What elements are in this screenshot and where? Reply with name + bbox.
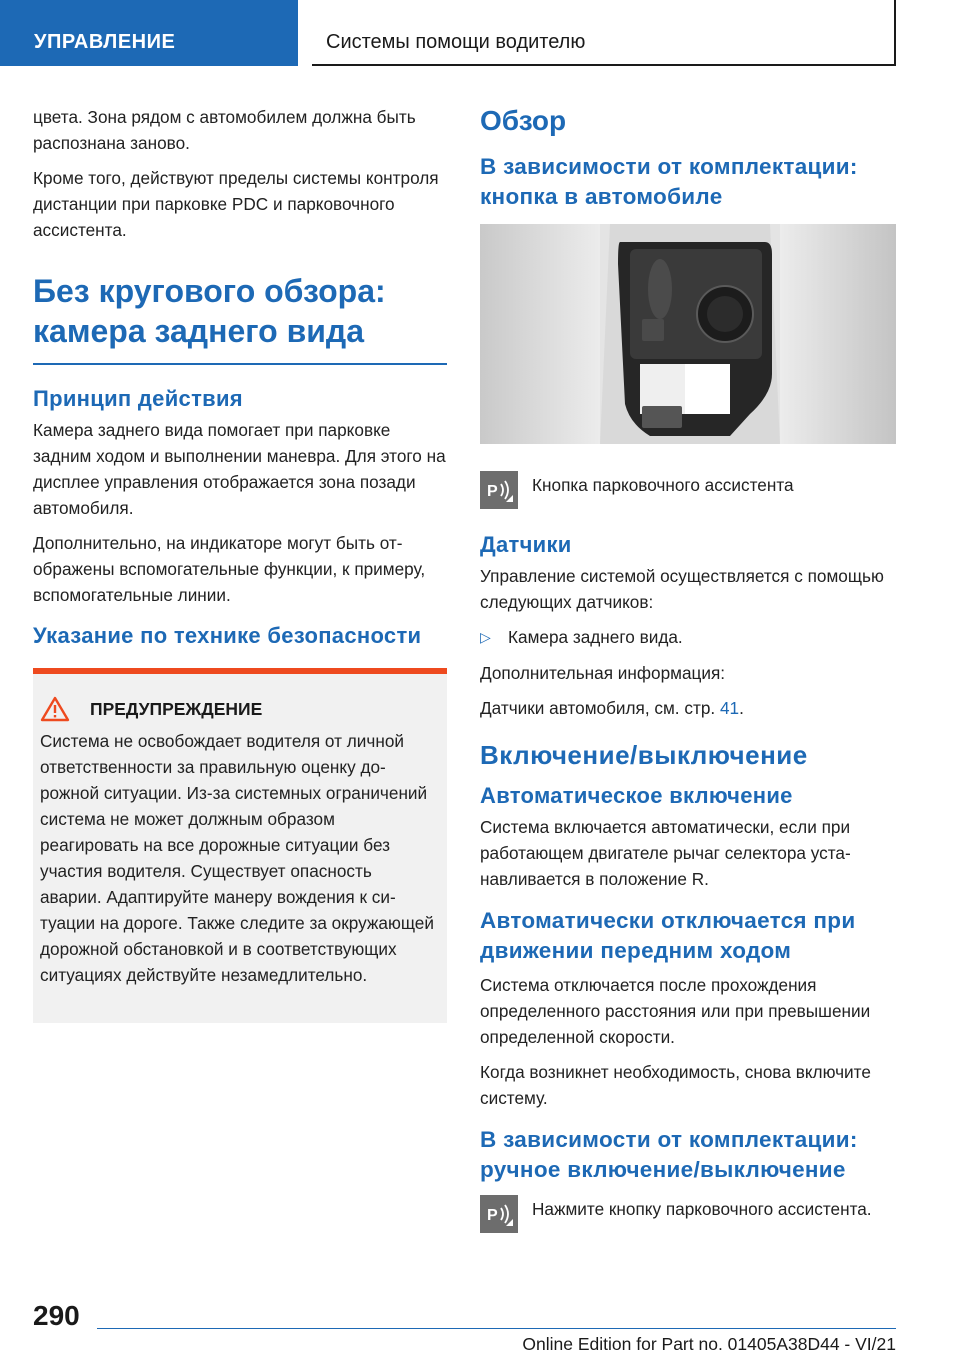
warning-title: ПРЕДУПРЕЖДЕНИЕ (90, 698, 263, 719)
subheading-safety: Указание по технике безопасности (33, 623, 422, 648)
paragraph: Управление системой осуществляется с помощью следующих датчиков: (480, 566, 884, 612)
page-link[interactable]: 41 (719, 698, 740, 718)
warning-box (33, 668, 447, 1023)
chapter-title: Системы помощи водителю (312, 0, 896, 66)
park-assist-icon (480, 1195, 518, 1233)
bullet-triangle-icon: ▷ (480, 629, 491, 645)
paragraph: Когда возникнет необходимость, снова включите систему. (480, 1062, 871, 1108)
reference-prefix: Датчики автомобиля, см. стр. (480, 698, 720, 718)
warning-title-row (40, 696, 438, 722)
paragraph: Камера заднего вида помогает при парковке задним ходом и выполнении маневра. Для этого на дисплее управления отображается зона позади автомобиля. (33, 420, 446, 518)
paragraph: Система включается автоматически, если при работающем двигателе рычаг селектора устанавливается в положение R. (480, 817, 851, 889)
reference-suffix: . (739, 698, 744, 718)
warning-triangle-icon (40, 696, 70, 722)
caption-text: Кнопка парковочного ассистента (532, 475, 794, 495)
page-number: 290 (33, 1300, 80, 1331)
left-column (33, 104, 447, 1023)
section-tab: УПРАВЛЕНИЕ (0, 0, 298, 66)
subheading-equipment-button: В зависимости от комплектации: кнопка в автомобиле (480, 154, 858, 209)
heading-on-off: Включение/выключение (480, 740, 808, 770)
paragraph: Дополнительная информация: (480, 663, 726, 683)
svg-text:P: P (487, 1207, 498, 1224)
paragraph: Дополнительно, на индикаторе могут быть отображены вспомогательные функции, к примеру, вспомогательные линии. (33, 533, 426, 605)
list-item (480, 624, 896, 650)
right-column (480, 104, 896, 1255)
subheading-auto-off: Автоматически отключается при движении передним ходом (480, 908, 856, 963)
manual-row (480, 1195, 896, 1233)
caption-row (480, 471, 896, 509)
subheading-principle: Принцип действия (33, 386, 243, 411)
footer-divider (97, 1328, 896, 1329)
heading-overview: Обзор (480, 105, 567, 136)
paragraph-reference (480, 695, 896, 721)
subheading-sensors: Датчики (480, 532, 572, 557)
center-console-photo (480, 224, 896, 444)
subheading-auto-on: Автоматическое включение (480, 783, 793, 808)
paragraph: Кроме того, действуют пределы системы контроля дистанции при парковке PDC и парковочного ассистента. (33, 168, 439, 240)
svg-text:P: P (487, 483, 498, 500)
list-item-text: Камера заднего вида. (508, 627, 683, 647)
paragraph: Система отключается после прохождения определенного расстояния или при превышении определенной скорости. (480, 975, 871, 1047)
section-heading: Без кругового обзора: камера заднего вида (33, 271, 447, 365)
page-header (0, 0, 960, 66)
manual-text: Нажмите кнопку парковочного ассистента. (532, 1199, 872, 1219)
warning-text: Система не освобождает водителя от личной ответственности за правильную оценку дорожной ситуации. Из-за системных ограничений система не может должным образом реагировать на все дорожные ситуации без участия водителя. Существует опасность аварии. Адаптируйте манеру вождения к ситуации на дороге. Также следите за окружающей дорожной обстановкой и в соответствующих ситуациях действуйте незамедлительно. (40, 731, 434, 985)
park-assist-icon (480, 471, 518, 509)
subheading-manual: В зависимости от комплектации: ручное включение/выключение (480, 1127, 858, 1182)
footer-edition: Online Edition for Part no. 01405A38D44 - VI/21 (522, 1334, 896, 1354)
paragraph: цвета. Зона рядом с автомобилем должна быть распознана заново. (33, 107, 416, 153)
